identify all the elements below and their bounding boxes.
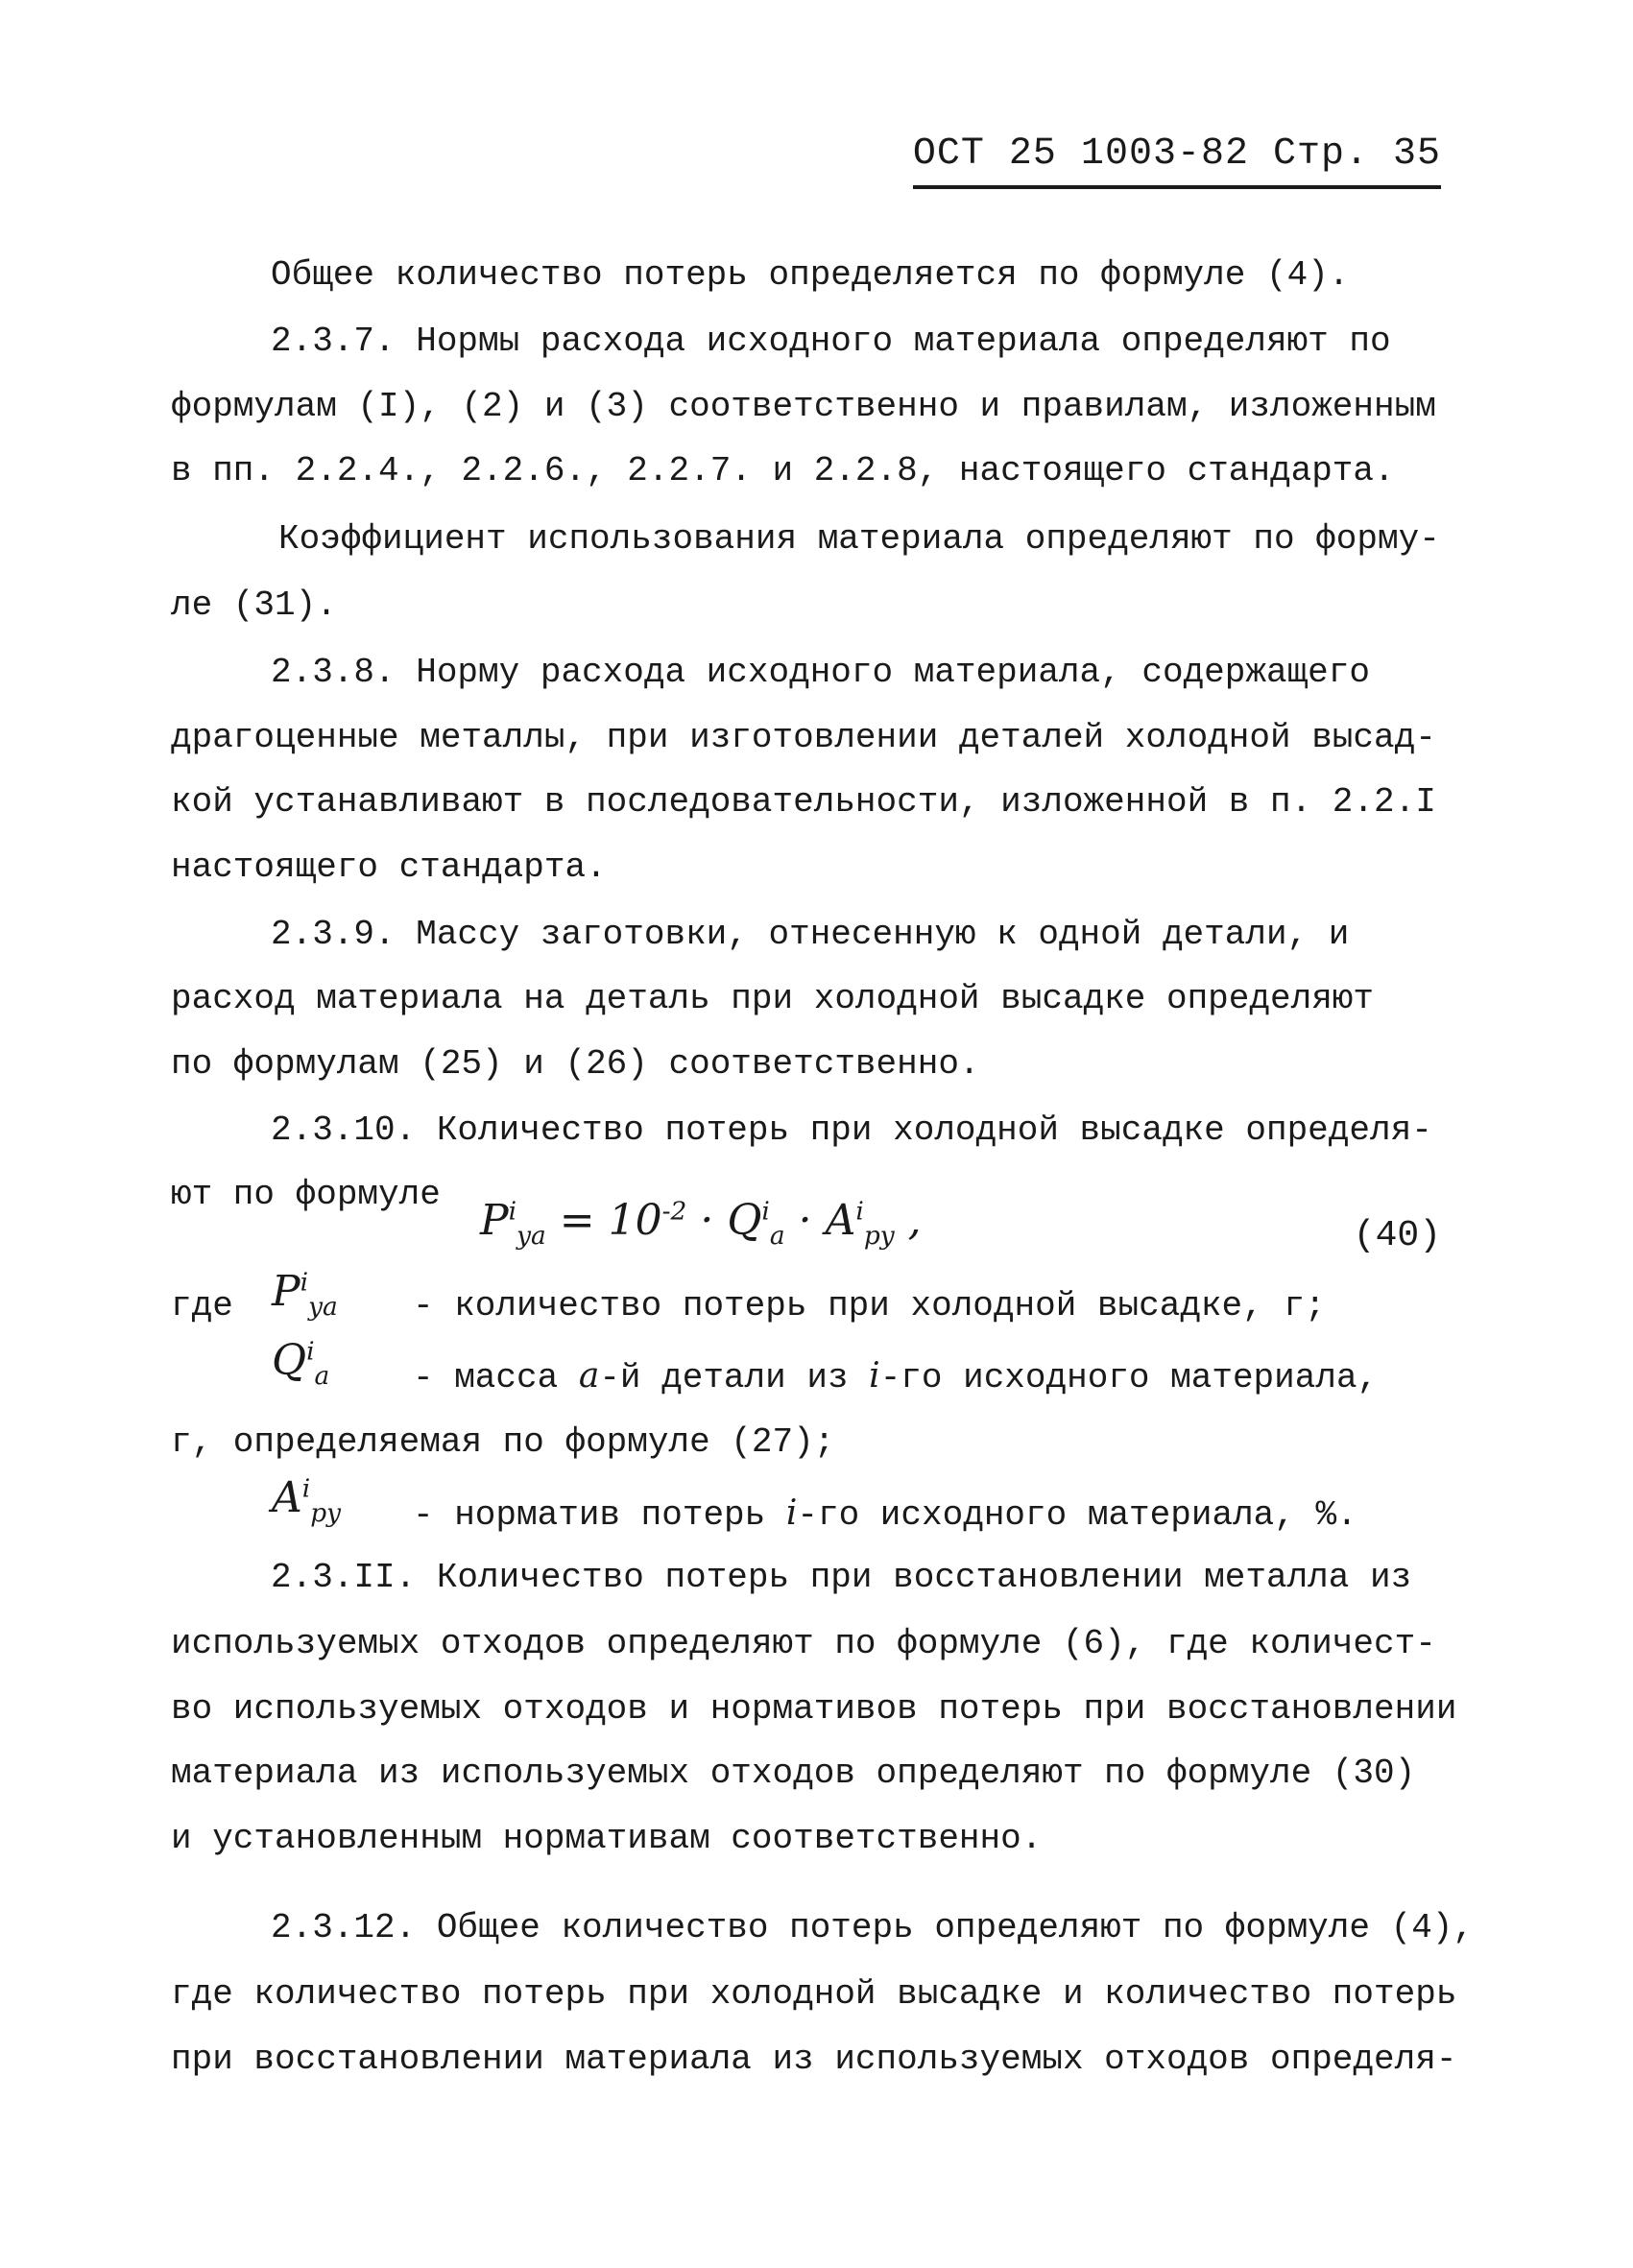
def2-symbol: $Q^i_a$ (272, 1336, 330, 1391)
text-line-8: драгоценные металлы, при изготовлении деталей холодной высад- (171, 718, 1436, 757)
text-line-3: формулам (I), (2) и (3) соответственно и правилам, изложенным (171, 387, 1436, 426)
def2-text: - масса a-й детали из i-го исходного материала, (413, 1356, 1379, 1397)
text-line-19: материала из используемых отходов определяют по формуле (30) (171, 1754, 1416, 1793)
formula-number: (40) (1353, 1215, 1441, 1256)
formula-p: P (480, 1196, 509, 1245)
formula-ten: 10 (608, 1196, 662, 1245)
text-line-23: при восстановлении материала из используемых отходов определя- (171, 2040, 1457, 2079)
text-line-1: Общее количество потерь определяется по формуле (4). (271, 255, 1350, 295)
text-line-15: ют по формуле (171, 1175, 441, 1214)
def2-continuation: г, определяемая по формуле (27); (171, 1422, 835, 1462)
text-line-6: ле (31). (171, 585, 337, 625)
formula-40: $P^i_{ya} = 10^{-2} \cdot Q^i_a \cdot A^i_{py}$ , (480, 1196, 922, 1251)
where-label: где (171, 1286, 233, 1325)
text-line-18: во используемых отходов и нормативов потерь при восстановлении (171, 1689, 1457, 1729)
text-line-13: по формулам (25) и (26) соответственно. (171, 1044, 980, 1084)
text-line-11: 2.3.9. Массу заготовки, отнесенную к одной детали, и (271, 915, 1350, 954)
def3-symbol: $A^i_{py}$ (272, 1473, 342, 1528)
formula-q: Q (727, 1196, 762, 1245)
text-line-7: 2.3.8. Норму расхода исходного материала, содержащего (271, 653, 1370, 692)
text-line-21: 2.3.12. Общее количество потерь определяют по формуле (4), (271, 1908, 1475, 1947)
formula-equals: = (559, 1196, 595, 1245)
text-line-17: используемых отходов определяют по формуле (6), где количест- (171, 1624, 1436, 1663)
text-line-14: 2.3.10. Количество потерь при холодной высадке определя- (271, 1110, 1432, 1150)
def3-text: - норматив потерь i-го исходного материала, %. (413, 1493, 1357, 1535)
text-line-5: Коэффициент использования материала определяют по форму- (278, 519, 1440, 559)
text-line-10: настоящего стандарта. (171, 848, 607, 887)
text-line-22: где количество потерь при холодной высадке и количество потерь (171, 1974, 1457, 2014)
text-line-16: 2.3.II. Количество потерь при восстановлении металла из (271, 1558, 1412, 1597)
text-line-12: расход материала на деталь при холодной высадке определяют (171, 979, 1375, 1018)
formula-a: A (825, 1196, 856, 1245)
def1-text: - количество потерь при холодной высадке, г; (413, 1286, 1326, 1325)
text-line-9: кой устанавливают в последовательности, изложенной в п. 2.2.I (171, 782, 1436, 822)
text-line-2: 2.3.7. Нормы расхода исходного материала определяют по (271, 322, 1391, 361)
def1-symbol: $P^i_{ya}$ (272, 1267, 338, 1322)
text-line-4: в пп. 2.2.4., 2.2.6., 2.2.7. и 2.2.8, настоящего стандарта. (171, 451, 1395, 490)
document-header: ОСТ 25 1003-82 Стр. 35 (913, 132, 1441, 189)
text-line-20: и установленным нормативам соответственно. (171, 1819, 1043, 1858)
